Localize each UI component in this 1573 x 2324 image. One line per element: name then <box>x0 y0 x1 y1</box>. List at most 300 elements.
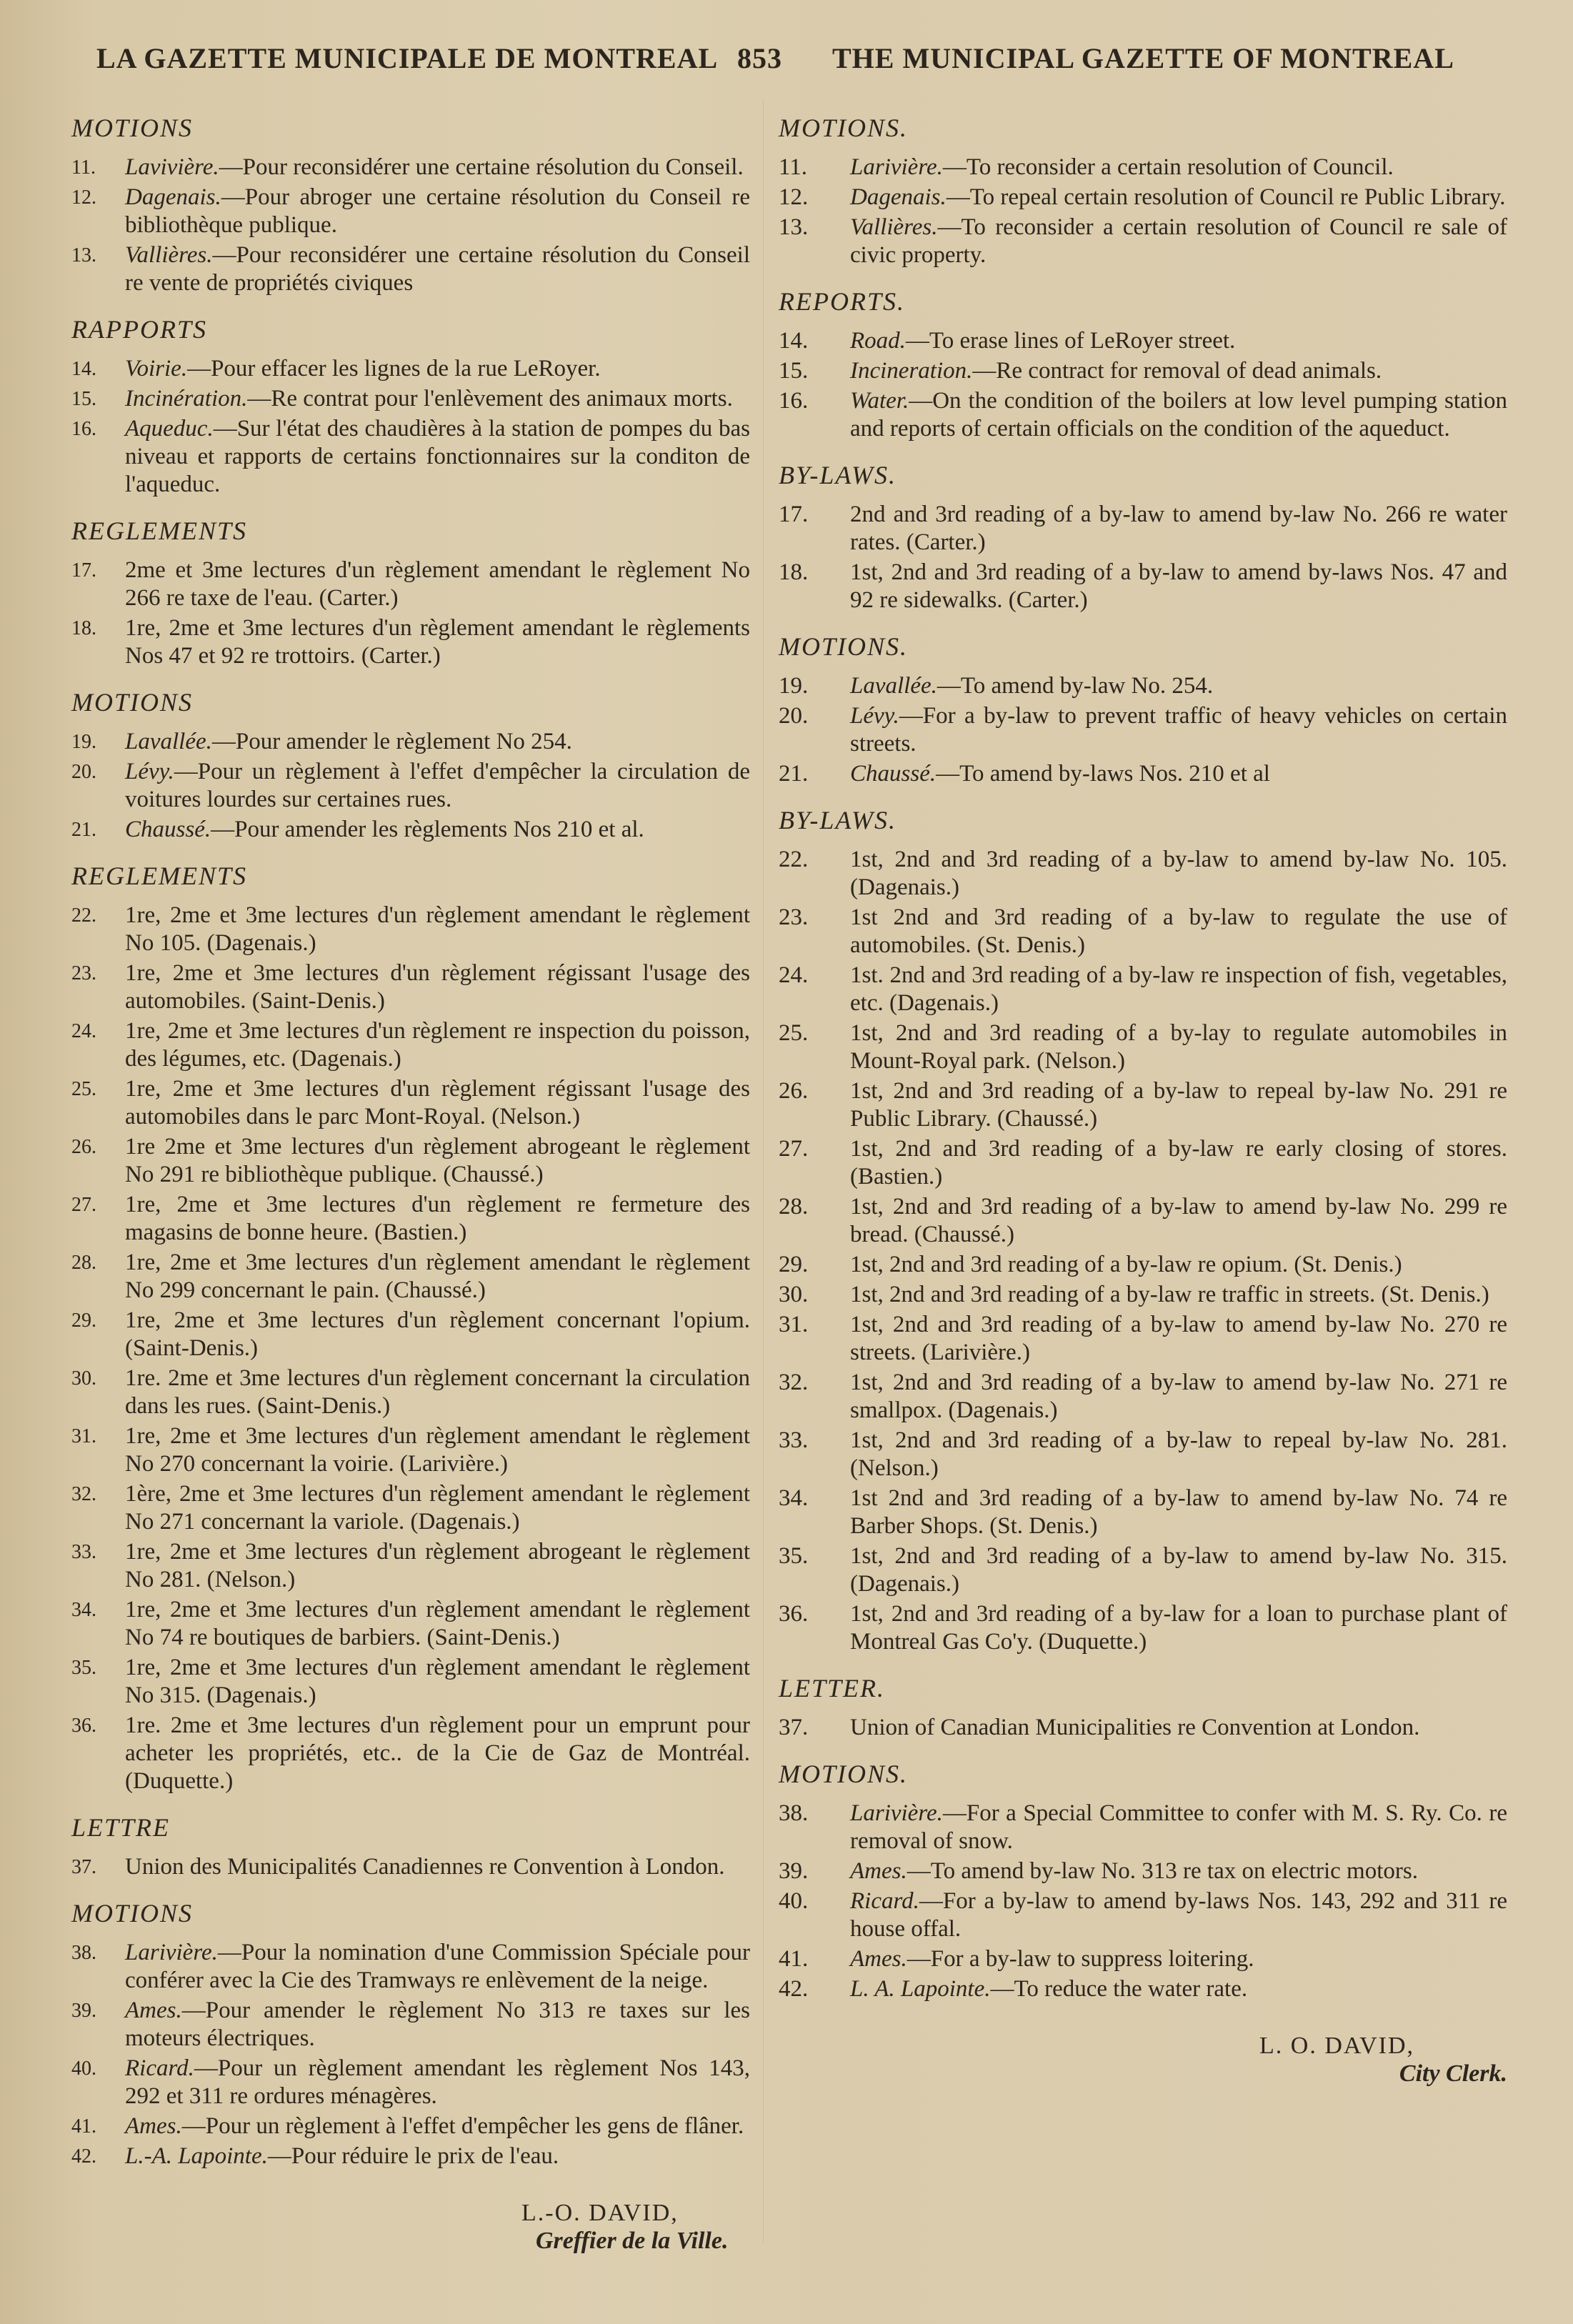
item-text <box>850 846 1507 902</box>
item-body: 1re, 2me et 3me lectures d'un règlement amendant le règlements Nos 47 et 92 re trottoirs. (Carter.) <box>125 615 750 669</box>
item-body: 1re, 2me et 3me lectures d'un règlement amendant le règlement No 315. (Dagenais.) <box>125 1655 750 1708</box>
item-text <box>125 184 750 239</box>
item-number: 37. <box>71 1856 96 1878</box>
item-text <box>125 902 750 957</box>
agenda-item <box>71 184 750 239</box>
item-body: 1re, 2me et 3me lectures d'un règlement abrogeant le règlement No 281. (Nelson.) <box>125 1539 750 1592</box>
item-text <box>850 1485 1507 1540</box>
item-body: —To reconsider a certain resolution of Council re sale of civic property. <box>850 214 1507 268</box>
signature-name: L.-O. DAVID, <box>521 2200 679 2226</box>
french-column <box>71 107 750 2255</box>
agenda-item <box>71 758 750 814</box>
item-body: 1ère, 2me et 3me lectures d'un règlement amendant le règlement No 271 concernant la variole. (Dagenais.) <box>125 1481 750 1535</box>
item-mover-name: Lavivière. <box>125 154 219 180</box>
item-mover-name: Lévy. <box>850 703 899 729</box>
item-mover-name: Incineration. <box>850 358 973 384</box>
item-body: —On the condition of the boilers at low level pumping station and reports of certain officials on the condition of the aqueduct. <box>850 388 1507 442</box>
item-body: 2me et 3me lectures d'un règlement amendant le règlement No 266 re taxe de l'eau. (Carter.) <box>125 557 750 611</box>
item-text <box>850 154 1507 181</box>
item-mover-name: Incinération. <box>125 386 248 412</box>
item-number: 18. <box>71 617 96 639</box>
item-number: 12. <box>71 186 96 209</box>
agenda-item <box>779 1542 1507 1598</box>
agenda-item <box>71 1422 750 1478</box>
item-body: 1st, 2nd and 3rd reading of a by-law re early closing of stores. (Bastien.) <box>850 1136 1507 1190</box>
item-text <box>125 1249 750 1305</box>
agenda-item <box>779 962 1507 1017</box>
item-body: 1st, 2nd and 3rd reading of a by-law to repeal by-law No. 291 re Public Library. (Chaussé.) <box>850 1078 1507 1132</box>
item-mover-name: Vallières. <box>850 214 938 240</box>
agenda-item <box>71 902 750 957</box>
item-body: —Pour un règlement à l'effet d'empêcher la circulation de voitures lourdes sur certaines rues. <box>125 759 750 812</box>
agenda-item <box>71 1538 750 1594</box>
item-body: 1re, 2me et 3me lectures d'un règlement concernant l'opium. (Saint-Denis.) <box>125 1307 750 1361</box>
item-text <box>850 1887 1507 1943</box>
item-number: 16. <box>779 388 809 414</box>
item-number: 31. <box>779 1312 809 1337</box>
section-heading: MOTIONS. <box>779 114 909 142</box>
agenda-item <box>71 385 750 413</box>
item-body: —To erase lines of LeRoyer street. <box>905 328 1236 354</box>
item-text <box>125 1133 750 1189</box>
item-number: 34. <box>71 1599 96 1621</box>
agenda-item <box>779 1193 1507 1249</box>
signature <box>779 2032 1507 2088</box>
item-number: 20. <box>779 703 809 729</box>
item-number: 40. <box>71 2058 96 2080</box>
item-number: 19. <box>71 731 96 753</box>
column-divider <box>763 100 764 2243</box>
item-body: —Pour reconsidérer une certaine résolution du Conseil re vente de propriétés civiques <box>125 242 750 296</box>
item-body: —To amend by-laws Nos. 210 et al <box>936 761 1270 787</box>
section-heading: REGLEMENTS <box>71 517 248 545</box>
item-number: 28. <box>779 1194 809 1220</box>
item-number: 36. <box>779 1601 809 1627</box>
item-body: 1st, 2nd and 3rd reading of a by-law to repeal by-law No. 281. (Nelson.) <box>850 1427 1507 1481</box>
item-text <box>125 1538 750 1594</box>
item-mover-name: Aqueduc. <box>125 416 214 442</box>
item-body: —Sur l'état des chaudières à la station de pompes du bas niveau et rapports de certains fonctionnaires sur la conditon de l'aqueduc. <box>125 416 750 497</box>
item-text <box>850 357 1507 385</box>
item-text <box>125 1654 750 1710</box>
item-text <box>125 2143 750 2170</box>
item-number: 25. <box>71 1078 96 1100</box>
signature <box>71 2199 750 2255</box>
agenda-item <box>71 1133 750 1189</box>
agenda-item <box>779 387 1507 443</box>
agenda-item <box>779 1485 1507 1540</box>
item-text <box>125 1191 750 1247</box>
item-body: 1st, 2nd and 3rd reading of a by-law re opium. (St. Denis.) <box>850 1252 1402 1277</box>
item-text <box>125 154 750 181</box>
signature-title: Greffier de la Ville. <box>536 2228 729 2254</box>
agenda-item <box>779 357 1507 385</box>
item-number: 36. <box>71 1715 96 1737</box>
item-text <box>850 559 1507 614</box>
item-mover-name: L.-A. Lapointe. <box>125 2143 268 2169</box>
item-number: 15. <box>71 388 96 410</box>
item-text <box>850 327 1507 355</box>
agenda-item <box>779 559 1507 614</box>
item-mover-name: Lavallée. <box>850 673 937 699</box>
item-mover-name: Vallières. <box>125 242 213 268</box>
item-body: 1re. 2me et 3me lectures d'un règlement pour un emprunt pour acheter les propriétés, etc.. de la Cie de Gaz de Montréal. (Duquette.) <box>125 1712 750 1794</box>
english-column <box>779 107 1507 2088</box>
item-number: 22. <box>779 847 809 872</box>
section-heading: LETTER. <box>779 1674 886 1702</box>
agenda-item <box>779 214 1507 269</box>
item-number: 26. <box>779 1078 809 1104</box>
item-text <box>850 760 1507 788</box>
item-body: 1re, 2me et 3me lectures d'un règlement amendant le règlement No 299 concernant le pain. (Chaussé.) <box>125 1250 750 1303</box>
item-text <box>850 184 1507 211</box>
agenda-item <box>71 2143 750 2170</box>
item-body: —For a Special Committee to confer with M. S. Ry. Co. re removal of snow. <box>850 1800 1507 1854</box>
item-number: 17. <box>71 559 96 582</box>
item-number: 32. <box>779 1370 809 1395</box>
item-text <box>125 1307 750 1362</box>
item-mover-name: Water. <box>850 388 909 414</box>
agenda-item <box>71 1307 750 1362</box>
agenda-item <box>779 184 1507 211</box>
item-body: 1st, 2nd and 3rd reading of a by-law for a loan to purchase plant of Montreal Gas Co'y. (Duquette.) <box>850 1601 1507 1655</box>
item-number: 39. <box>779 1858 809 1884</box>
item-text <box>850 501 1507 557</box>
item-number: 35. <box>779 1543 809 1569</box>
header-english-title: THE MUNICIPAL GAZETTE OF MONTREAL <box>832 42 1454 74</box>
item-text <box>850 1193 1507 1249</box>
section-heading: MOTIONS <box>71 1899 194 1927</box>
agenda-item <box>779 904 1507 959</box>
item-mover-name: Lévy. <box>125 759 174 784</box>
item-mover-name: Road. <box>850 328 906 354</box>
section-heading: MOTIONS <box>71 688 194 717</box>
item-text <box>125 1853 750 1881</box>
item-body: —Pour réduire le prix de l'eau. <box>267 2143 559 2169</box>
item-mover-name: Larivière. <box>850 154 943 180</box>
item-body: 1st, 2nd and 3rd reading of a by-law to amend by-law No. 315. (Dagenais.) <box>850 1543 1507 1597</box>
item-number: 16. <box>71 418 96 440</box>
item-body: —To repeal certain resolution of Council re Public Library. <box>946 184 1506 210</box>
item-text <box>125 385 750 413</box>
signature-title: City Clerk. <box>1399 2060 1507 2087</box>
item-text <box>850 1714 1507 1742</box>
item-text <box>125 614 750 670</box>
agenda-item <box>779 1369 1507 1425</box>
agenda-item <box>71 816 750 844</box>
item-number: 41. <box>71 2115 96 2138</box>
agenda-item <box>71 1191 750 1247</box>
item-mover-name: Lavallée. <box>125 729 212 754</box>
agenda-item <box>779 327 1507 355</box>
item-body: —To reconsider a certain resolution of Council. <box>942 154 1394 180</box>
section-heading: MOTIONS. <box>779 1760 909 1788</box>
item-number: 39. <box>71 2000 96 2022</box>
item-text <box>125 959 750 1015</box>
section-heading: REGLEMENTS <box>71 862 248 890</box>
item-body: —Pour un règlement à l'effet d'empêcher les gens de flâner. <box>181 2113 744 2139</box>
item-mover-name: Chaussé. <box>125 817 211 842</box>
item-number: 22. <box>71 904 96 927</box>
agenda-item <box>71 1075 750 1131</box>
item-body: —To reduce the water rate. <box>990 1976 1248 2002</box>
item-number: 29. <box>71 1310 96 1332</box>
item-text <box>850 1311 1507 1367</box>
item-text <box>125 1997 750 2053</box>
item-number: 21. <box>71 819 96 841</box>
item-body: —Pour reconsidérer une certaine résolution du Conseil. <box>219 154 744 180</box>
agenda-item <box>779 1887 1507 1943</box>
agenda-item <box>779 154 1507 181</box>
item-text <box>125 355 750 383</box>
item-text <box>850 1857 1507 1885</box>
section-heading: BY-LAWS. <box>779 461 897 489</box>
item-body: 1st, 2nd and 3rd reading of a by-law to amend by-law No. 299 re bread. (Chaussé.) <box>850 1194 1507 1247</box>
item-number: 23. <box>71 962 96 984</box>
item-text <box>125 557 750 612</box>
item-text <box>125 1422 750 1478</box>
agenda-item <box>71 557 750 612</box>
item-mover-name: Ames. <box>125 2113 182 2139</box>
item-body: 1re, 2me et 3me lectures d'un règlement régissant l'usage des automobiles. (Saint-Denis.) <box>125 960 750 1014</box>
item-text <box>850 1369 1507 1425</box>
item-body: Union of Canadian Municipalities re Convention at London. <box>850 1715 1420 1740</box>
item-mover-name: Larivière. <box>850 1800 943 1826</box>
item-number: 19. <box>779 673 809 699</box>
agenda-item <box>71 241 750 297</box>
agenda-item <box>71 1596 750 1652</box>
agenda-item <box>779 760 1507 788</box>
item-number: 38. <box>779 1800 809 1826</box>
agenda-item <box>71 355 750 383</box>
agenda-item <box>779 1427 1507 1482</box>
item-number: 11. <box>779 154 808 180</box>
item-text <box>850 1600 1507 1656</box>
agenda-item <box>779 1800 1507 1855</box>
section-heading: REPORTS. <box>779 287 905 316</box>
agenda-item <box>71 1017 750 1073</box>
item-body: 1re 2me et 3me lectures d'un règlement abrogeant le règlement No 291 re bibliothèque publique. (Chaussé.) <box>125 1134 750 1187</box>
item-mover-name: Dagenais. <box>125 184 221 210</box>
agenda-item <box>779 1311 1507 1367</box>
item-number: 12. <box>779 184 809 210</box>
item-body: —For a by-law to suppress loitering. <box>907 1946 1254 1972</box>
section-heading: LETTRE <box>71 1813 171 1842</box>
item-text <box>125 1939 750 1995</box>
item-body: 1st, 2nd and 3rd reading of a by-law to amend by-law No. 271 re smallpox. (Dagenais.) <box>850 1370 1507 1423</box>
item-number: 38. <box>71 1942 96 1964</box>
agenda-item <box>71 1853 750 1881</box>
item-number: 35. <box>71 1657 96 1679</box>
item-text <box>850 1427 1507 1482</box>
section-heading: MOTIONS. <box>779 632 909 661</box>
item-mover-name: Ames. <box>850 1858 907 1884</box>
item-number: 23. <box>779 904 809 930</box>
section-heading: MOTIONS <box>71 114 194 142</box>
item-body: —Pour amender le règlement No 313 re taxes sur les moteurs électriques. <box>125 1998 750 2051</box>
agenda-item <box>779 702 1507 758</box>
item-mover-name: L. A. Lapointe. <box>850 1976 991 2002</box>
item-body: 1re, 2me et 3me lectures d'un règlement re inspection du poisson, des légumes, etc. (Dagenais.) <box>125 1018 750 1072</box>
agenda-item <box>779 1135 1507 1191</box>
item-body: 1st 2nd and 3rd reading of a by-law to amend by-law No. 74 re Barber Shops. (St. Denis.) <box>850 1485 1507 1539</box>
item-number: 28. <box>71 1252 96 1274</box>
item-body: 1re, 2me et 3me lectures d'un règlement amendant le règlement No 74 re boutiques de barbiers. (Saint-Denis.) <box>125 1597 750 1650</box>
item-number: 11. <box>71 156 96 179</box>
item-text <box>125 415 750 499</box>
item-body: —Pour amender le règlement No 254. <box>211 729 572 754</box>
item-text <box>850 387 1507 443</box>
item-body: —Re contrat pour l'enlèvement des animaux morts. <box>247 386 733 412</box>
item-mover-name: Dagenais. <box>850 184 947 210</box>
agenda-item <box>779 1077 1507 1133</box>
agenda-item <box>71 1939 750 1995</box>
item-body: 1re. 2me et 3me lectures d'un règlement concernant la circulation dans les rues. (Saint-Denis.) <box>125 1365 750 1419</box>
item-number: 13. <box>779 214 809 240</box>
agenda-item <box>779 1714 1507 1742</box>
item-body: 1st, 2nd and 3rd reading of a by-law re traffic in streets. (St. Denis.) <box>850 1282 1489 1307</box>
item-mover-name: Ames. <box>850 1946 907 1972</box>
item-number: 40. <box>779 1888 809 1914</box>
item-number: 14. <box>71 358 96 380</box>
item-text <box>850 702 1507 758</box>
agenda-item <box>779 1281 1507 1309</box>
item-text <box>125 1365 750 1420</box>
section-heading: BY-LAWS. <box>779 806 897 834</box>
item-mover-name: Larivière. <box>125 1940 218 1965</box>
agenda-item <box>779 1600 1507 1656</box>
item-number: 14. <box>779 328 809 354</box>
agenda-item <box>779 1945 1507 1973</box>
item-text <box>850 1077 1507 1133</box>
agenda-item <box>71 1654 750 1710</box>
item-text <box>850 962 1507 1017</box>
item-body: —Re contract for removal of dead animals. <box>972 358 1382 384</box>
agenda-item <box>779 1975 1507 2003</box>
item-number: 25. <box>779 1020 809 1046</box>
item-text <box>850 1800 1507 1855</box>
item-text <box>850 1945 1507 1973</box>
item-number: 29. <box>779 1252 809 1277</box>
item-body: 1re, 2me et 3me lectures d'un règlement amendant le règlement No 105. (Dagenais.) <box>125 902 750 956</box>
item-text <box>850 1281 1507 1309</box>
item-number: 37. <box>779 1715 809 1740</box>
item-body: 1st, 2nd and 3rd reading of a by-law to amend by-laws Nos. 47 and 92 re sidewalks. (Carter.) <box>850 559 1507 613</box>
item-mover-name: Ames. <box>125 1998 182 2023</box>
agenda-item <box>779 1857 1507 1885</box>
item-body: —Pour abroger une certaine résolution du Conseil re bibliothèque publique. <box>125 184 750 238</box>
item-body: 2nd and 3rd reading of a by-law to amend by-law No. 266 re water rates. (Carter.) <box>850 502 1507 555</box>
agenda-item <box>71 1365 750 1420</box>
item-number: 24. <box>779 962 809 988</box>
item-number: 31. <box>71 1425 96 1447</box>
item-number: 33. <box>71 1541 96 1563</box>
item-text <box>125 2055 750 2110</box>
item-number: 18. <box>779 559 809 585</box>
item-text <box>125 1480 750 1536</box>
agenda-item <box>71 728 750 756</box>
item-number: 34. <box>779 1485 809 1511</box>
item-number: 42. <box>71 2145 96 2168</box>
item-body: 1re, 2me et 3me lectures d'un règlement amendant le règlement No 270 concernant la voirie. (Larivière.) <box>125 1423 750 1477</box>
item-text <box>850 1135 1507 1191</box>
item-text <box>125 241 750 297</box>
item-number: 30. <box>779 1282 809 1307</box>
item-text <box>850 214 1507 269</box>
item-body: 1re, 2me et 3me lectures d'un règlement re fermeture des magasins de bonne heure. (Bastien.) <box>125 1192 750 1245</box>
item-text <box>125 2113 750 2140</box>
item-text <box>125 1712 750 1795</box>
item-mover-name: Chaussé. <box>850 761 937 787</box>
item-body: —Pour un règlement amendant les règlement Nos 143, 292 et 311 re ordures ménagères. <box>125 2055 750 2109</box>
item-number: 13. <box>71 244 96 266</box>
item-number: 20. <box>71 761 96 783</box>
item-text <box>125 1075 750 1131</box>
item-body: 1st 2nd and 3rd reading of a by-law to regulate the use of automobiles. (St. Denis.) <box>850 904 1507 958</box>
agenda-item <box>71 1712 750 1795</box>
item-text <box>125 1596 750 1652</box>
item-body: —Pour la nomination d'une Commission Spéciale pour conférer avec la Cie des Tramways re enlèvement de la neige. <box>125 1940 750 1993</box>
item-body: —To amend by-law No. 254. <box>937 673 1214 699</box>
signature-name: L. O. DAVID, <box>1259 2033 1414 2059</box>
agenda-item <box>71 614 750 670</box>
item-body: 1st, 2nd and 3rd reading of a by-law to amend by-law No. 270 re streets. (Larivière.) <box>850 1312 1507 1365</box>
item-text <box>125 758 750 814</box>
item-body: 1st. 2nd and 3rd reading of a by-law re inspection of fish, vegetables, etc. (Dagenais.) <box>850 962 1507 1016</box>
item-number: 15. <box>779 358 809 384</box>
item-number: 42. <box>779 1976 809 2002</box>
agenda-item <box>71 959 750 1015</box>
agenda-item <box>779 501 1507 557</box>
item-body: Union des Municipalités Canadiennes re Convention à London. <box>125 1854 725 1880</box>
item-mover-name: Ricard. <box>850 1888 919 1914</box>
item-text <box>850 904 1507 959</box>
item-body: —For a by-law to prevent traffic of heavy vehicles on certain streets. <box>850 703 1507 757</box>
item-text <box>125 728 750 756</box>
agenda-item <box>71 1997 750 2053</box>
item-mover-name: Voirie. <box>125 356 188 381</box>
item-text <box>850 1975 1507 2003</box>
agenda-item <box>71 1249 750 1305</box>
item-number: 30. <box>71 1367 96 1390</box>
agenda-item <box>779 1019 1507 1075</box>
item-number: 27. <box>779 1136 809 1162</box>
item-body: 1re, 2me et 3me lectures d'un règlement régissant l'usage des automobiles dans le parc Mont-Royal. (Nelson.) <box>125 1076 750 1129</box>
item-mover-name: Ricard. <box>125 2055 194 2081</box>
item-text <box>850 1019 1507 1075</box>
item-body: —Pour effacer les lignes de la rue LeRoyer. <box>187 356 601 381</box>
page-number: 853 <box>737 42 782 74</box>
item-body: 1st, 2nd and 3rd reading of a by-lay to regulate automobiles in Mount-Royal park. (Nelson.) <box>850 1020 1507 1074</box>
agenda-item <box>71 415 750 499</box>
header-french-title: LA GAZETTE MUNICIPALE DE MONTREAL <box>96 42 719 74</box>
item-number: 32. <box>71 1483 96 1505</box>
item-body: —Pour amender les règlements Nos 210 et al. <box>211 817 644 842</box>
item-body: —For a by-law to amend by-laws Nos. 143, 292 and 311 re house offal. <box>850 1888 1507 1942</box>
item-text <box>125 816 750 844</box>
section-heading: RAPPORTS <box>71 315 207 344</box>
agenda-item <box>779 1251 1507 1279</box>
agenda-item <box>71 1480 750 1536</box>
agenda-item <box>779 672 1507 700</box>
item-number: 33. <box>779 1427 809 1453</box>
item-body: 1st, 2nd and 3rd reading of a by-law to amend by-law No. 105. (Dagenais.) <box>850 847 1507 900</box>
item-number: 24. <box>71 1020 96 1042</box>
agenda-item <box>71 154 750 181</box>
item-number: 26. <box>71 1136 96 1158</box>
item-text <box>850 1251 1507 1279</box>
item-number: 41. <box>779 1946 809 1972</box>
